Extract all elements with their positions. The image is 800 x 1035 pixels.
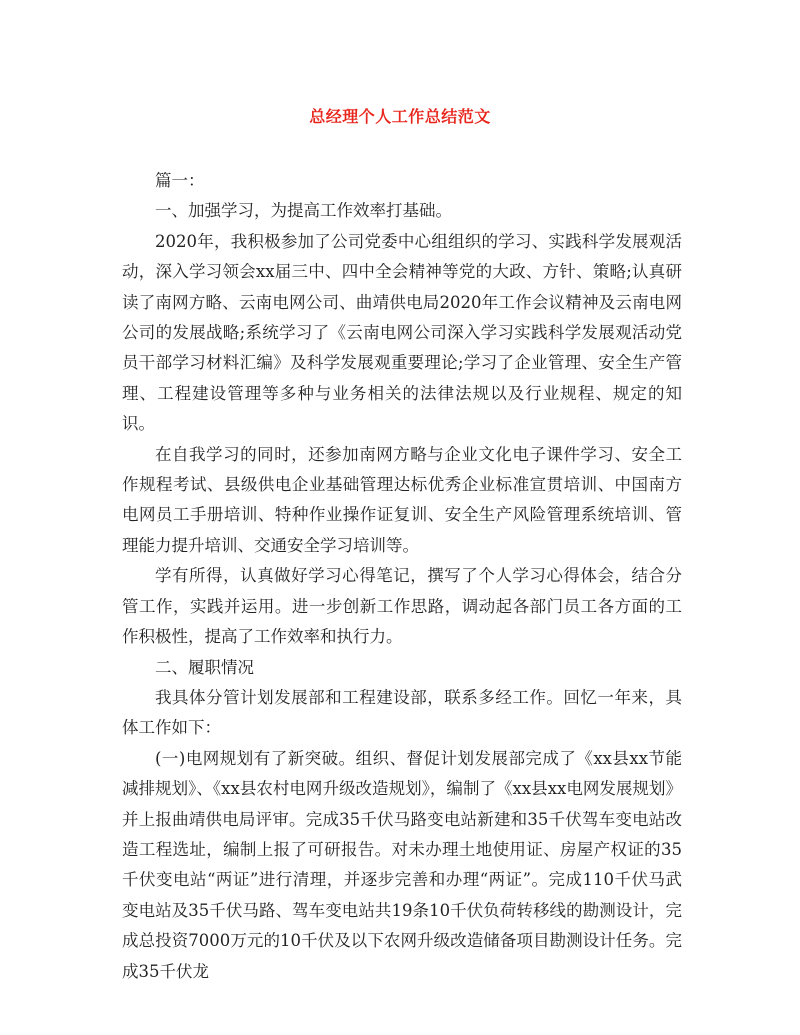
paragraph-study-2020: 2020年，我积极参加了公司党委中心组组织的学习、实践科学发展观活动，深入学习领会xx届三中、四中全会精神等党的大政、方针、策略;认真研读了南网方略、云南电网公司、曲靖供电局2020年工作会议精神及云南电网公司的发展战略;系统学习了《云南电网公司深入学习实践科学发展观活动党员干部学习材料汇编》及科学发展观重要理论;学习了企业管理、安全生产管理、工程建设管理等多种与业务相关的法律法规以及行业规程、规定的知识。: [122, 231, 682, 434]
paragraph-duties-intro: 我具体分管计划发展部和工程建设部，联系多经工作。回忆一年来，具体工作如下：: [122, 687, 682, 738]
paragraph-heading-2: 二、履职情况: [155, 657, 254, 677]
paragraph-section-label: 篇一：: [155, 171, 205, 190]
document-body: [122, 166, 682, 987]
paragraph-grid-planning: (一)电网规划有了新突破。组织、督促计划发展部完成了《xx县xx节能减排规划》、《xx县农村电网升级改造规划》，编制了《xx县xx电网发展规划》并上报曲靖供电局评审。完成35千伏马路变电站新建和35千伏驾车变电站改造工程选址，编制上报了可研报告。对未办理土地使用证、房屋产权证的35千伏变电站“两证”进行清理，并逐步完善和办理“两证”。完成110千伏马武变电站及35千伏马路、驾车变电站共19条10千伏负荷转移线的勘测设计，完成总投资7000万元的10千伏及以下农网升级改造储备项目勘测设计任务。完成35千伏龙: [122, 748, 682, 981]
paragraph-learning-gains: 学有所得，认真做好学习心得笔记，撰写了个人学习心得体会，结合分管工作，实践并运用。进一步创新工作思路，调动起各部门员工各方面的工作积极性，提高了工作效率和执行力。: [122, 566, 682, 647]
document-title: 总经理个人工作总结范文: [309, 107, 491, 126]
paragraph-heading-1: 一、加强学习，为提高工作效率打基础。: [155, 201, 452, 221]
paragraph-self-study: 在自我学习的同时，还参加南网方略与企业文化电子课件学习、安全工作规程考试、县级供电企业基础管理达标优秀企业标准宣贯培训、中国南方电网员工手册培训、特种作业操作证复训、安全生产风险管理系统培训、管理能力提升培训、交通安全学习培训等。: [122, 444, 682, 555]
